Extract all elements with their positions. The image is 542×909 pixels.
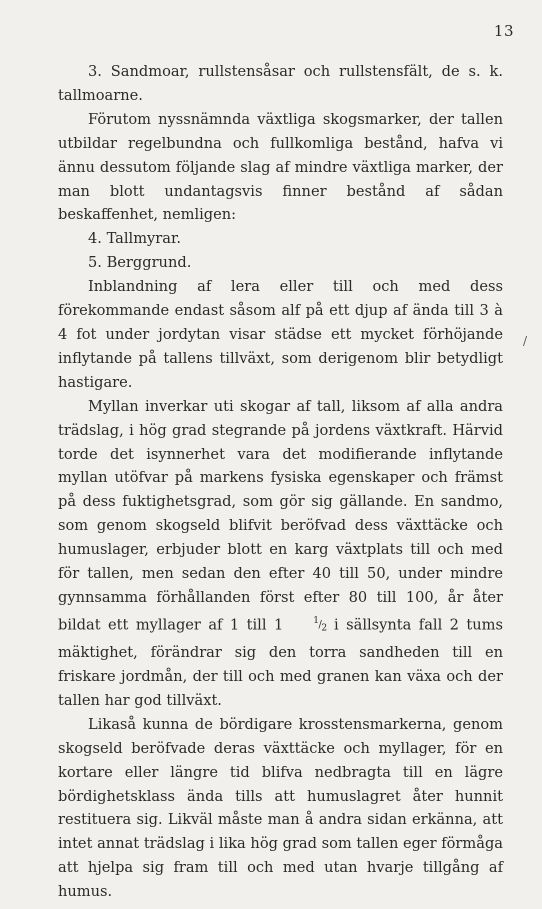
margin-mark: / [523,334,528,348]
page-number: 13 [493,22,514,40]
fraction-whole: 1 [273,616,284,634]
paragraph-likasa: Likaså kunna de bördigare krosstensmarkerna, genom skogseld beröfvade deras växttäcke och myllager, för en kortare eller längre tid blifva nedbragta till en lägre bördighetsklass ända tills att humuslagret åter hunnit restituera sig. Likväl måste man å andra sidan erkänna, att intet annat trädslag i lika hög grad som tallen eger förmåga att hjelpa sig fram till och med utan hvarje tillgång af humus. [58,715,503,901]
list-item-4: 4. Tallmyrar. [88,230,181,248]
paragraph-intro: Förutom nyssnämnda växtliga skogsmarker, der tallen utbildar regelbundna och fullkomliga bestånd, hafva vi ännu dessutom följande slag af mindre växtliga marker, der man blott undantagsvis finner bestånd af sådan beskaffenhet, nemligen: [58,110,503,224]
paragraph-myllan-rest: i sällsynta fall 2 tums mäktighet, förändrar sig den torra sandheden till en friskare jordmån, der till och med granen kan växa och der tallen har god tillväxt. [58,616,504,709]
paragraph-item-3: 3. Sandmoar, rullstensåsar och rullstensfält, de s. k. tallmoarne. [58,63,503,104]
fraction-numerator: 1 [313,615,319,626]
paragraph-myllan [58,395,503,713]
paragraph-myllan-text: Myllan inverkar uti skogar af tall, liksom af alla andra trädslag, i hög grad stegrande på jordens växtkraft. Härvid torde det isynnerhet vara det modifierande inflytande myllan utöfvar på markens fysiska egenskaper och främst på dess fuktighetsgrad, som gör sig gällande. En sandmo, som genom skogseld blifvit beröfvad dess växttäcke och humuslager, erbjuder blott en karg växtplats till och med för tallen, men sedan den efter 40 till 50, under mindre gynnsamma förhållanden först efter 80 till 100, år åter bildat ett myllager af 1 till [58,397,503,634]
fraction: $^1/_2$ [313,615,327,634]
list-item-5: 5. Berggrund. [88,254,192,272]
fraction-denominator: 2 [321,623,327,634]
body-text [58,60,503,904]
paragraph-lera: Inblandning af lera eller till och med dess förekommande endast såsom alf på ett djup af ända till 3 à 4 fot under jordytan visar städse ett mycket förhöjande inflytande på tallens tillväxt, som derigenom blir betydligt hastigare. [58,278,503,391]
